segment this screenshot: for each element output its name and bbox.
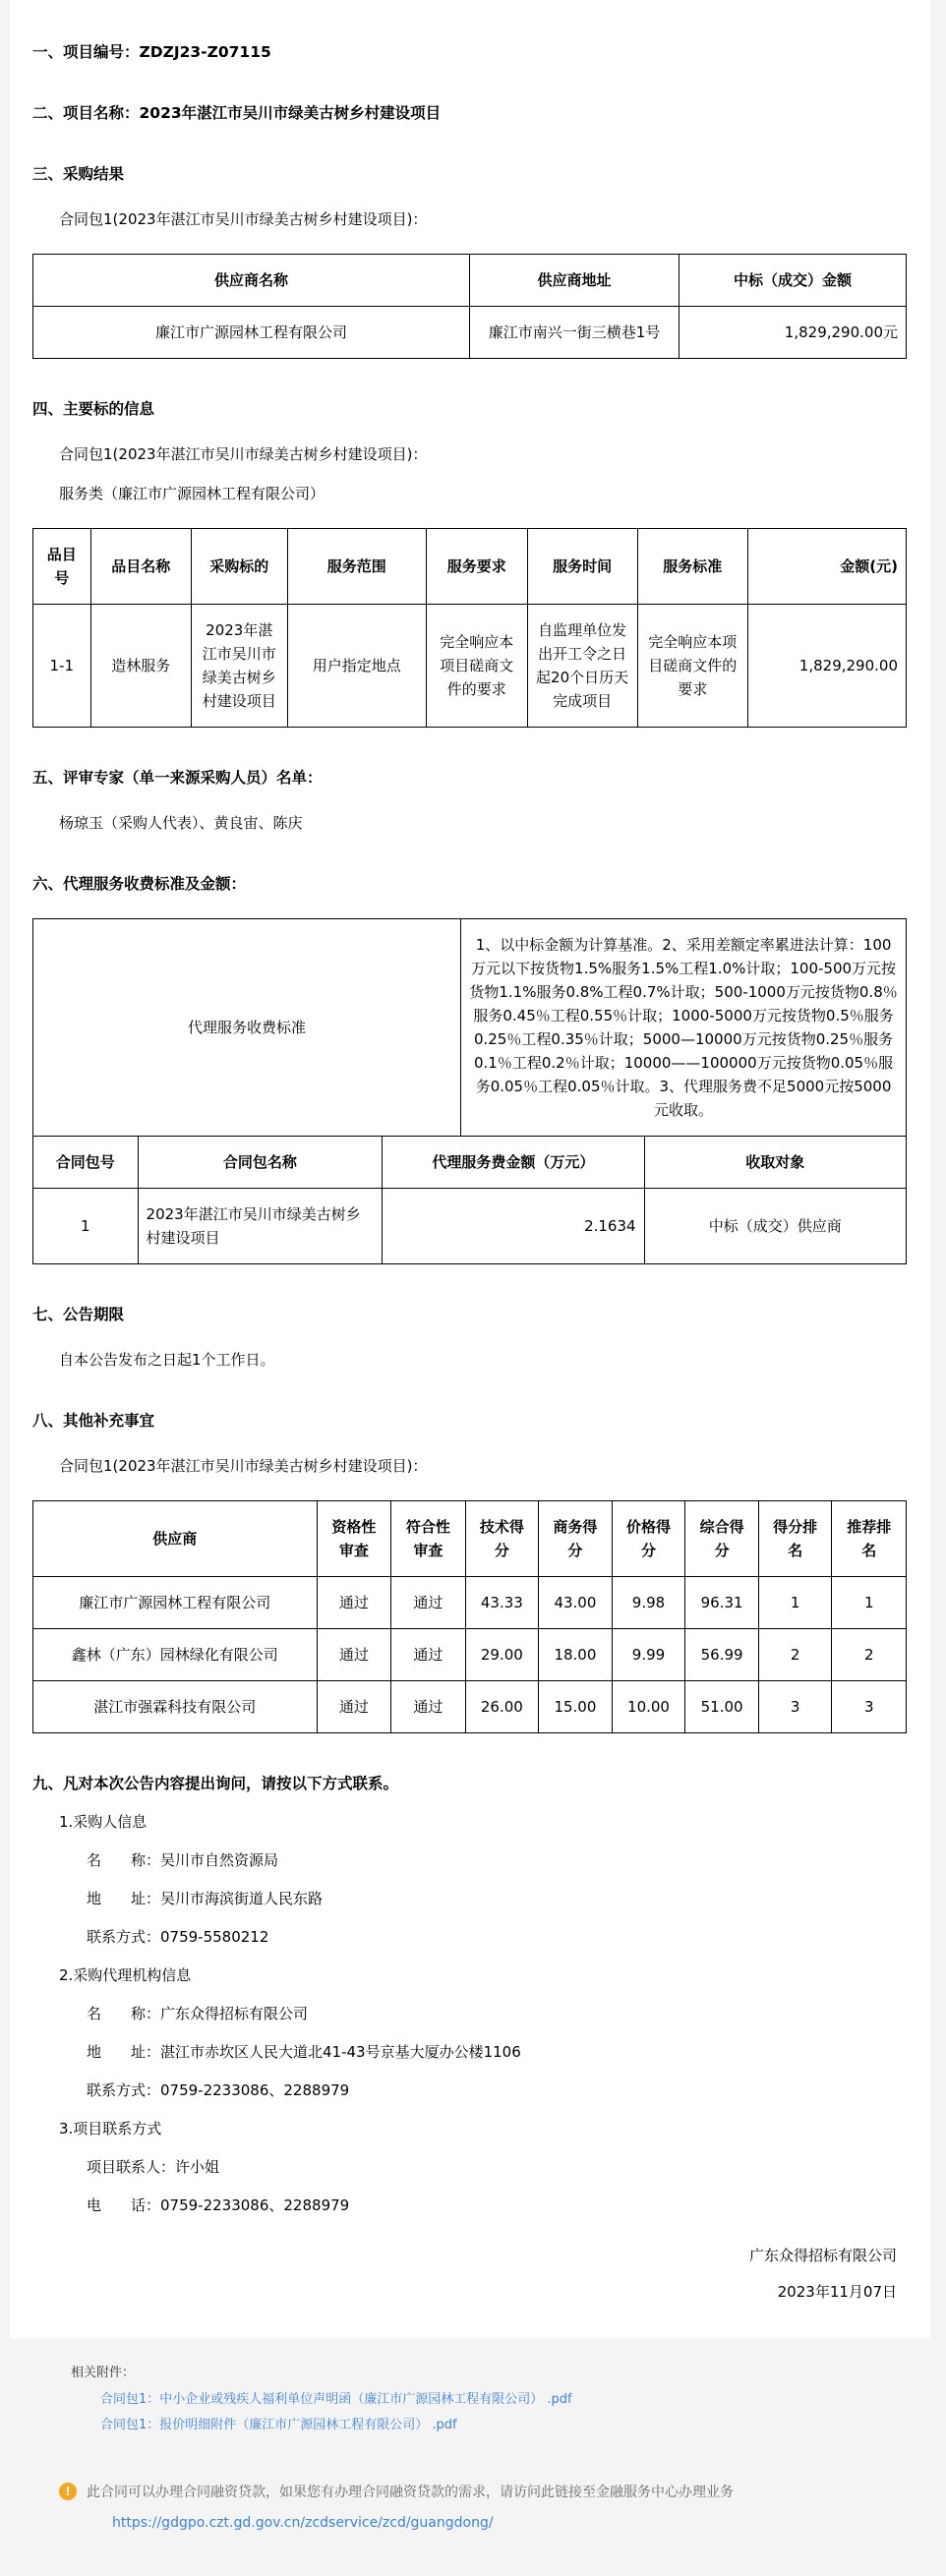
- signature-date: 2023年11月07日: [777, 2283, 897, 2301]
- table-cell: 通过: [317, 1629, 390, 1681]
- table-row: [33, 1189, 907, 1264]
- table-cell: 通过: [391, 1681, 465, 1733]
- experts-names: 杨琼玉（采购人代表）、黄良宙、陈庆: [59, 814, 303, 832]
- procurement-result-heading: 三、采购结果: [32, 165, 125, 183]
- table-cell: 2: [832, 1629, 907, 1681]
- agency-contact: 联系方式：0759-2233086、2288979: [87, 2081, 350, 2099]
- agency-fee-standard-table: [32, 918, 907, 1137]
- table-row: [33, 1577, 907, 1629]
- notice-period-body: 自本公告发布之日起1个工作日。: [59, 1351, 275, 1369]
- page-footer: [0, 2338, 946, 2576]
- column-header: 合同包号: [33, 1137, 139, 1189]
- table-cell: 56.99: [685, 1629, 759, 1681]
- table-cell: 完全响应本项目磋商文件的要求: [637, 605, 747, 728]
- column-header: 品目号: [33, 529, 91, 605]
- table-cell: 湛江市强霖科技有限公司: [33, 1681, 318, 1733]
- table-cell: 9.98: [612, 1577, 685, 1629]
- signature-company: 广东众得招标有限公司: [748, 2247, 897, 2264]
- fee-amount-header-row: [33, 1137, 907, 1189]
- table-cell: 15.00: [539, 1681, 613, 1733]
- agency-fee-heading: 六、代理服务收费标准及金额：: [32, 875, 247, 893]
- column-header: 综合得分: [685, 1501, 759, 1577]
- column-header: 服务范围: [287, 529, 426, 605]
- bid-item-table: [32, 528, 907, 728]
- other-matters-heading: 八、其他补充事宜: [32, 1412, 155, 1430]
- column-header: 价格得分: [612, 1501, 685, 1577]
- column-header: 金额(元): [747, 529, 906, 605]
- bid-package-line: 合同包1(2023年湛江市吴川市绿美古树乡村建设项目)：: [59, 445, 428, 463]
- table-cell: 1,829,290.00: [747, 605, 906, 728]
- column-header: 供应商名称: [33, 255, 470, 307]
- table-cell: 1-1: [33, 605, 91, 728]
- column-header: 中标（成交）金额: [680, 255, 907, 307]
- table-cell: 3: [832, 1681, 907, 1733]
- experts-heading: 五、评审专家（单一来源采购人员）名单：: [32, 769, 323, 787]
- project-contact-person: 项目联系人：许小姐: [87, 2158, 220, 2176]
- column-header: 资格性审查: [317, 1501, 390, 1577]
- table-cell: 完全响应本项目磋商文件的要求: [427, 605, 527, 728]
- agency-name: 名 称：广东众得招标有限公司: [87, 2005, 309, 2022]
- table-cell: 51.00: [685, 1681, 759, 1733]
- agency-address: 地 址：湛江市赤坎区人民大道北41-43号京基大厦办公楼1106: [87, 2043, 521, 2061]
- bid-category-line: 服务类（廉江市广源园林工程有限公司）: [59, 485, 325, 502]
- table-cell: 10.00: [612, 1681, 685, 1733]
- table-cell: 2023年湛江市吴川市绿美古树乡村建设项目: [138, 1189, 383, 1264]
- result-table: [32, 254, 907, 359]
- column-header: 代理服务费金额（万元）: [383, 1137, 644, 1189]
- table-cell: 29.00: [465, 1629, 539, 1681]
- table-cell: 通过: [317, 1577, 390, 1629]
- buyer-info-heading: 1.采购人信息: [59, 1813, 148, 1831]
- table-cell: 43.00: [539, 1577, 613, 1629]
- table-cell: 1: [832, 1577, 907, 1629]
- contact-block: [32, 1812, 907, 2216]
- column-header: 服务标准: [637, 529, 747, 605]
- buyer-name: 名 称：吴川市自然资源局: [87, 1851, 279, 1869]
- column-header: 得分排名: [758, 1501, 832, 1577]
- attachment-link-declaration-pdf[interactable]: 合同包1：中小企业或残疾人福利单位声明函（廉江市广源园林工程有限公司） .pdf: [100, 2392, 572, 2407]
- fee-standard-label-cell: 代理服务收费标准: [33, 919, 461, 1137]
- column-header: 采购标的: [191, 529, 287, 605]
- table-cell: 1: [758, 1577, 832, 1629]
- attachments-label: 相关附件：: [71, 2366, 136, 2380]
- agency-info-heading: 2.采购代理机构信息: [59, 1966, 192, 1984]
- result-table-header-row: [33, 255, 907, 307]
- table-cell: 通过: [391, 1577, 465, 1629]
- notice-period-heading: 七、公告期限: [32, 1306, 125, 1323]
- table-cell: 通过: [317, 1681, 390, 1733]
- finance-service-link[interactable]: https://gdgpo.czt.gd.gov.cn/zcdservice/zcd/guangdong/: [112, 2515, 494, 2531]
- table-cell: 2023年湛江市吴川市绿美古树乡村建设项目: [191, 605, 287, 728]
- bid-item-header-row: [33, 529, 907, 605]
- table-row: [33, 307, 907, 359]
- table-cell: 2: [758, 1629, 832, 1681]
- buyer-contact: 联系方式：0759-5580212: [87, 1928, 269, 1946]
- column-header: 商务得分: [539, 1501, 613, 1577]
- project-contact-heading: 3.项目联系方式: [59, 2120, 162, 2137]
- column-header: 供应商: [33, 1501, 318, 1577]
- column-header: 品目名称: [90, 529, 191, 605]
- table-cell: 鑫林（广东）园林绿化有限公司: [33, 1629, 318, 1681]
- table-cell: 廉江市南兴一街三横巷1号: [470, 307, 680, 359]
- supplier-score-table: [32, 1500, 907, 1733]
- exclamation-icon: !: [59, 2483, 77, 2500]
- announcement-sheet: [10, 0, 930, 2338]
- project-name-heading: 二、项目名称：2023年湛江市吴川市绿美古树乡村建设项目: [32, 104, 442, 122]
- table-cell: 2.1634: [383, 1189, 644, 1264]
- table-cell: 造林服务: [90, 605, 191, 728]
- column-header: 收取对象: [644, 1137, 906, 1189]
- column-header: 技术得分: [465, 1501, 539, 1577]
- table-cell: 26.00: [465, 1681, 539, 1733]
- column-header: 服务时间: [527, 529, 637, 605]
- other-matters-package-line: 合同包1(2023年湛江市吴川市绿美古树乡村建设项目)：: [59, 1457, 428, 1475]
- fee-standard-row: [33, 919, 907, 1137]
- column-header: 推荐排名: [832, 1501, 907, 1577]
- column-header: 符合性审查: [391, 1501, 465, 1577]
- buyer-address: 地 址：吴川市海滨街道人民东路: [87, 1890, 324, 1907]
- table-row: [33, 1629, 907, 1681]
- table-cell: 1: [33, 1189, 139, 1264]
- main-bid-info-heading: 四、主要标的信息: [32, 400, 155, 418]
- table-row: [33, 605, 907, 728]
- finance-notice-text: 此合同可以办理合同融资贷款，如果您有办理合同融资贷款的需求，请访问此链接至金融服务中心办理业务: [87, 2485, 734, 2500]
- table-row: [33, 1681, 907, 1733]
- attachment-link-quotation-pdf[interactable]: 合同包1：报价明细附件（廉江市广源园林工程有限公司） .pdf: [100, 2418, 457, 2432]
- column-header: 合同包名称: [138, 1137, 383, 1189]
- contact-section-heading: 九、凡对本次公告内容提出询问，请按以下方式联系。: [32, 1775, 399, 1792]
- table-cell: 廉江市广源园林工程有限公司: [33, 1577, 318, 1629]
- table-cell: 43.33: [465, 1577, 539, 1629]
- signature-block: [32, 2246, 897, 2303]
- project-number-heading: 一、项目编号：ZDZJ23-Z07115: [32, 43, 271, 61]
- project-contact-phone: 电 话：0759-2233086、2288979: [87, 2196, 350, 2214]
- fee-standard-text-cell: 1、以中标金额为计算基准。2、采用差额定率累进法计算：100万元以下按货物1.5%服务1.5%工程1.0%计取；100-500万元按货物1.1%服务0.8%工程0.7%计取；500-1000万元按货物0.8％服务0.45％工程0.55％计取；1000-5000万元按货物0.5％服务0.25％工程0.35％计取；5000—10000万元按货物0.25％服务0.1％工程0.2％计取；10000——100000万元按货物0.05％服务0.05％工程0.05％计取。3、代理服务费不足5000元按5000元收取。: [461, 919, 907, 1137]
- table-cell: 中标（成交）供应商: [644, 1189, 906, 1264]
- table-cell: 96.31: [685, 1577, 759, 1629]
- table-cell: 自监理单位发出开工令之日起20个日历天完成项目: [527, 605, 637, 728]
- score-table-header-row: [33, 1501, 907, 1577]
- agency-fee-amount-table: [32, 1136, 907, 1264]
- result-package-line: 合同包1(2023年湛江市吴川市绿美古树乡村建设项目)：: [59, 210, 428, 228]
- table-cell: 用户指定地点: [287, 605, 426, 728]
- table-cell: 3: [758, 1681, 832, 1733]
- table-cell: 9.99: [612, 1629, 685, 1681]
- finance-notice: [59, 2482, 916, 2501]
- table-cell: 通过: [391, 1629, 465, 1681]
- attachments-list: [100, 2387, 916, 2438]
- column-header: 供应商地址: [470, 255, 680, 307]
- column-header: 服务要求: [427, 529, 527, 605]
- table-cell: 1,829,290.00元: [680, 307, 907, 359]
- table-cell: 18.00: [539, 1629, 613, 1681]
- table-cell: 廉江市广源园林工程有限公司: [33, 307, 470, 359]
